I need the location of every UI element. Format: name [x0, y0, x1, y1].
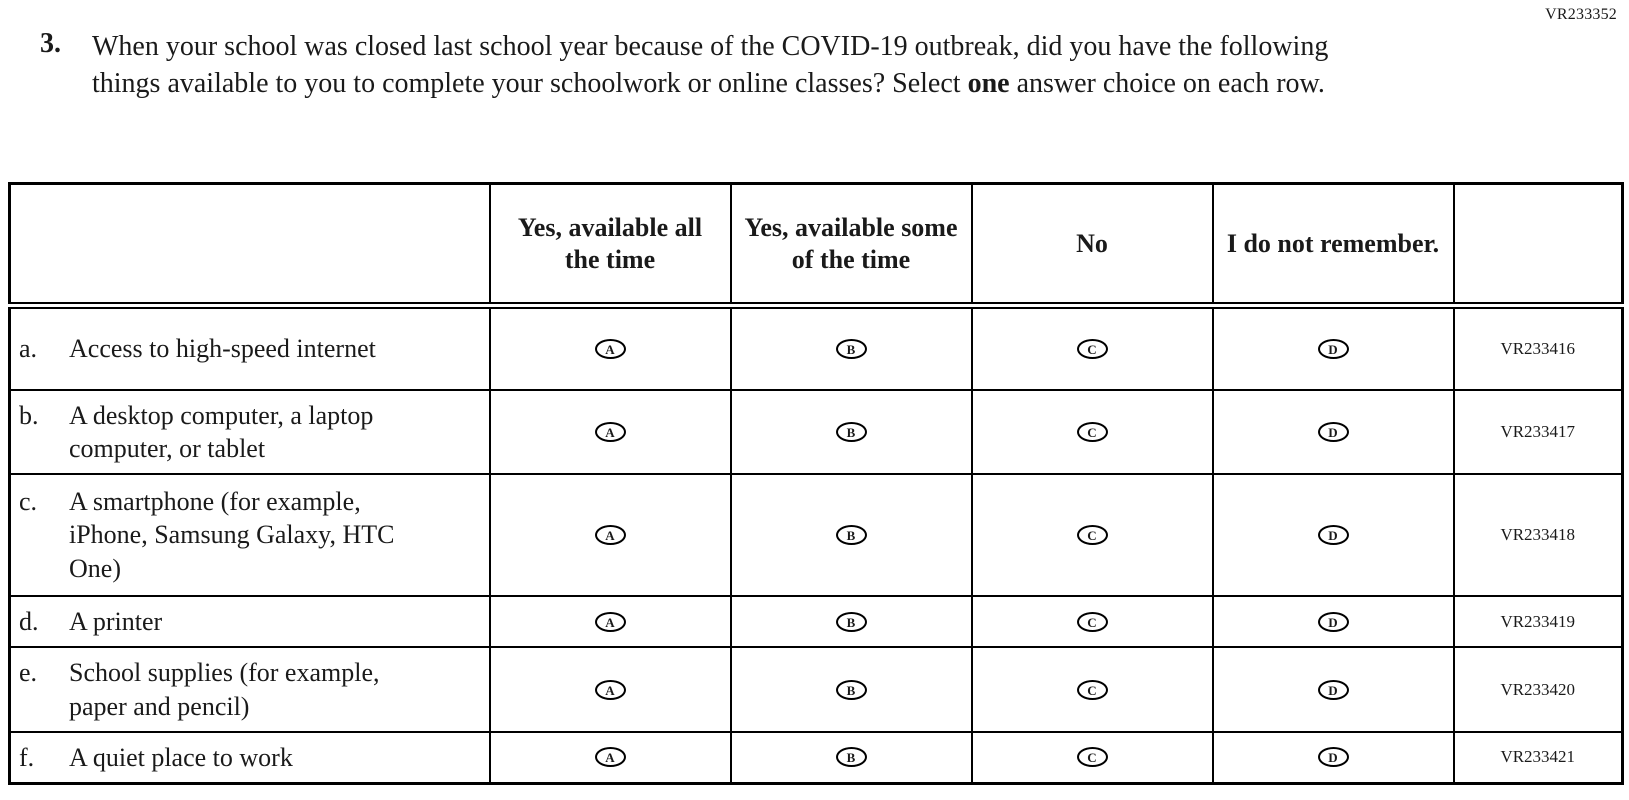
row-letter: b.: [19, 400, 39, 430]
option-bubble-c[interactable]: [1077, 422, 1108, 442]
option-letter: B: [846, 614, 856, 630]
table-row: [10, 390, 1623, 475]
question-text-after: answer choice on each row.: [1009, 68, 1325, 100]
option-letter: D: [1328, 528, 1338, 544]
header-do-not-remember: I do not remember.: [1213, 184, 1454, 306]
option-bubble-c[interactable]: [1077, 612, 1108, 632]
question-text-bold: one: [967, 68, 1010, 100]
option-bubble-c[interactable]: [1077, 339, 1108, 359]
option-bubble-d[interactable]: [1318, 339, 1349, 359]
option-letter: A: [605, 528, 615, 544]
header-code-blank: [1454, 184, 1623, 306]
option-bubble-b[interactable]: [836, 747, 867, 767]
option-letter: C: [1087, 341, 1097, 357]
option-letter: B: [846, 424, 856, 440]
option-bubble-b[interactable]: [836, 612, 867, 632]
option-letter: D: [1328, 424, 1338, 440]
row-letter: e.: [19, 658, 38, 688]
option-letter: C: [1087, 424, 1097, 440]
table-row: [10, 647, 1623, 732]
row-letter: a.: [19, 334, 38, 364]
row-label: A smartphone (for example, iPhone, Samsung Galaxy, HTC One): [69, 487, 395, 583]
header-yes-all-time: Yes, available all the time: [490, 184, 731, 306]
option-letter: D: [1328, 682, 1338, 698]
table-row: [10, 474, 1623, 596]
row-code: VR233418: [1454, 474, 1623, 596]
row-letter: d.: [19, 607, 39, 637]
table-row: [10, 306, 1623, 390]
row-code: VR233421: [1454, 732, 1623, 784]
option-letter: B: [846, 528, 856, 544]
option-bubble-b[interactable]: [836, 422, 867, 442]
header-no: No: [972, 184, 1213, 306]
option-bubble-a[interactable]: [595, 525, 626, 545]
option-bubble-a[interactable]: [595, 339, 626, 359]
row-code: VR233419: [1454, 596, 1623, 647]
option-bubble-a[interactable]: [595, 612, 626, 632]
option-bubble-d[interactable]: [1318, 612, 1349, 632]
option-letter: C: [1087, 682, 1097, 698]
option-bubble-a[interactable]: [595, 747, 626, 767]
question-number: 3.: [40, 28, 61, 59]
form-code: VR233352: [1545, 6, 1617, 23]
header-yes-some-time: Yes, available some of the time: [731, 184, 972, 306]
question-text: [92, 28, 1352, 102]
row-letter: c.: [19, 487, 38, 517]
option-bubble-b[interactable]: [836, 525, 867, 545]
row-label: School supplies (for example, paper and pencil): [69, 658, 380, 721]
option-letter: D: [1328, 614, 1338, 630]
option-letter: A: [605, 424, 615, 440]
row-code: VR233417: [1454, 390, 1623, 475]
row-label: A desktop computer, a laptop computer, or tablet: [69, 400, 374, 463]
option-letter: A: [605, 614, 615, 630]
table-row: [10, 732, 1623, 784]
option-bubble-a[interactable]: [595, 422, 626, 442]
option-letter: B: [846, 750, 856, 766]
option-letter: D: [1328, 750, 1338, 766]
option-bubble-d[interactable]: [1318, 747, 1349, 767]
option-letter: D: [1328, 341, 1338, 357]
option-letter: C: [1087, 750, 1097, 766]
row-letter: f.: [19, 742, 35, 772]
header-row: [10, 184, 1623, 306]
option-letter: C: [1087, 614, 1097, 630]
row-label: A quiet place to work: [69, 742, 293, 772]
option-letter: A: [605, 341, 615, 357]
option-letter: C: [1087, 528, 1097, 544]
question-block: [40, 28, 1352, 102]
row-label: A printer: [69, 607, 163, 637]
option-bubble-a[interactable]: [595, 680, 626, 700]
option-bubble-b[interactable]: [836, 339, 867, 359]
row-code: VR233420: [1454, 647, 1623, 732]
option-letter: B: [846, 341, 856, 357]
option-bubble-b[interactable]: [836, 680, 867, 700]
header-blank: [10, 184, 490, 306]
question-text-before: When your school was closed last school year because of the COVID-19 outbreak, did you have the following things available to you to complete your schoolwork or online classes? Select: [92, 31, 1329, 100]
option-letter: B: [846, 682, 856, 698]
option-bubble-d[interactable]: [1318, 422, 1349, 442]
row-code: VR233416: [1454, 306, 1623, 390]
option-bubble-d[interactable]: [1318, 525, 1349, 545]
row-label: Access to high-speed internet: [69, 334, 376, 364]
option-bubble-c[interactable]: [1077, 525, 1108, 545]
answer-grid: [8, 182, 1624, 785]
option-bubble-c[interactable]: [1077, 680, 1108, 700]
option-letter: A: [605, 750, 615, 766]
option-bubble-d[interactable]: [1318, 680, 1349, 700]
table-row: [10, 596, 1623, 647]
option-bubble-c[interactable]: [1077, 747, 1108, 767]
option-letter: A: [605, 682, 615, 698]
